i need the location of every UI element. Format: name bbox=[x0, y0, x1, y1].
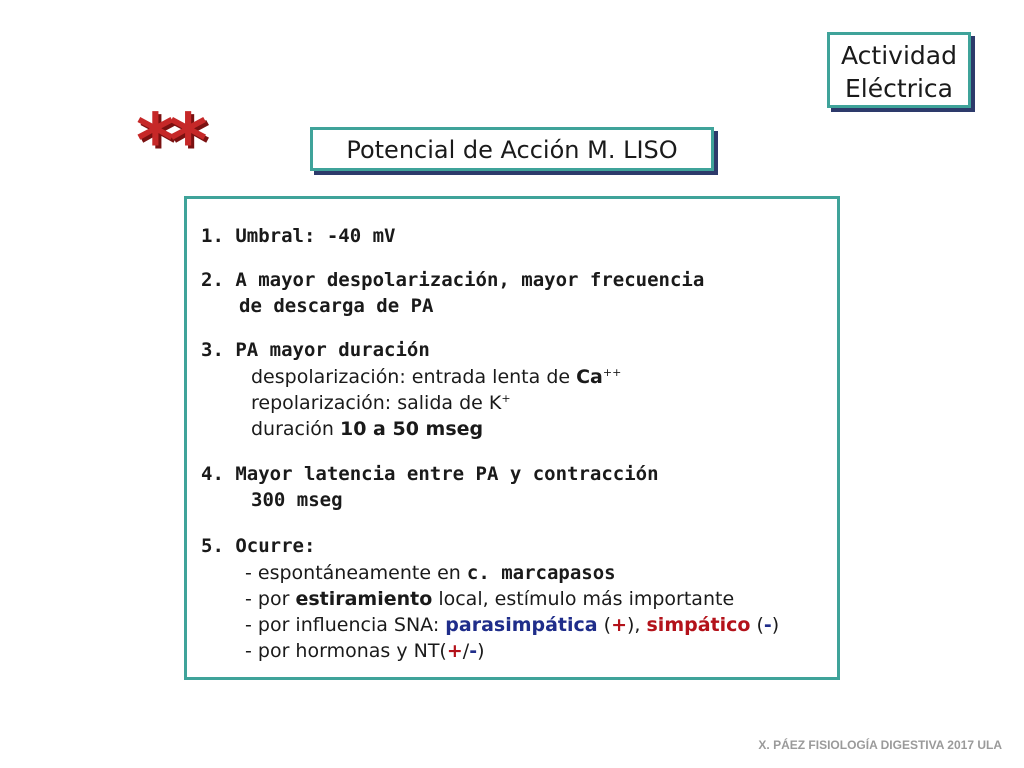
item-5-line4-prefix: - por hormonas y NT( bbox=[245, 640, 447, 662]
item-5-line3 bbox=[245, 614, 779, 636]
marcapasos-term: c. marcapasos bbox=[466, 562, 616, 584]
item-5-line1-text: - espontáneamente en bbox=[245, 562, 467, 584]
item-3-line3-text: duración bbox=[251, 418, 340, 440]
section-badge-line2: Eléctrica bbox=[845, 74, 953, 103]
calcium-charge: ++ bbox=[602, 366, 622, 379]
hormone-close-paren: ) bbox=[477, 640, 485, 662]
potassium-charge: + bbox=[501, 392, 511, 405]
stars-icon: ** bbox=[136, 98, 202, 184]
paren-open-2: ( bbox=[750, 614, 764, 636]
hormone-slash: / bbox=[462, 640, 470, 662]
item-2-line2: de descarga de PA bbox=[239, 295, 434, 317]
item-5-line4 bbox=[245, 640, 485, 662]
hormone-plus-sign: + bbox=[446, 640, 463, 662]
minus-sign: - bbox=[763, 614, 772, 636]
item-5-line2-suffix: local, estímulo más importante bbox=[432, 588, 735, 610]
potassium-ion: K bbox=[488, 392, 502, 414]
paren-open-1: ( bbox=[597, 614, 612, 636]
item-3-heading: 3. PA mayor duración bbox=[201, 339, 430, 361]
item-5-heading: 5. Ocurre: bbox=[201, 535, 316, 557]
item-5-line2 bbox=[245, 588, 734, 610]
slide-title: Potencial de Acción M. LISO bbox=[310, 127, 714, 171]
item-3-line2 bbox=[251, 392, 511, 414]
estiramiento-term: estiramiento bbox=[295, 588, 433, 610]
item-3-line3 bbox=[251, 418, 483, 440]
calcium-ion: Ca bbox=[576, 366, 603, 388]
content-box bbox=[184, 196, 840, 680]
duration-value: 10 a 50 mseg bbox=[340, 418, 484, 440]
plus-sign: + bbox=[611, 614, 627, 636]
parasimpatica-term: parasimpática bbox=[445, 614, 598, 636]
item-5-line3-prefix: - por influencia SNA: bbox=[245, 614, 446, 636]
footer-credit: X. PÁEZ FISIOLOGÍA DIGESTIVA 2017 ULA bbox=[758, 738, 1002, 752]
item-4-line2: 300 mseg bbox=[251, 489, 343, 511]
paren-close-1: ), bbox=[627, 614, 647, 636]
item-5-line2-prefix: - por bbox=[245, 588, 296, 610]
item-2-line1: 2. A mayor despolarización, mayor frecuencia bbox=[201, 269, 705, 291]
item-3-line1-text: despolarización: entrada lenta de bbox=[251, 366, 577, 388]
section-badge-line1: Actividad bbox=[841, 41, 957, 70]
item-3-line2-text: repolarización: salida de bbox=[251, 392, 489, 414]
hormone-minus-sign: - bbox=[469, 640, 478, 662]
simpatico-term: simpático bbox=[646, 614, 751, 636]
item-3-line1 bbox=[251, 366, 621, 388]
item-4-line1: 4. Mayor latencia entre PA y contracción bbox=[201, 463, 659, 485]
item-5-line1 bbox=[245, 562, 616, 584]
paren-close-2: ) bbox=[771, 614, 780, 636]
section-badge bbox=[827, 32, 971, 108]
item-1: 1. Umbral: -40 mV bbox=[201, 225, 396, 247]
